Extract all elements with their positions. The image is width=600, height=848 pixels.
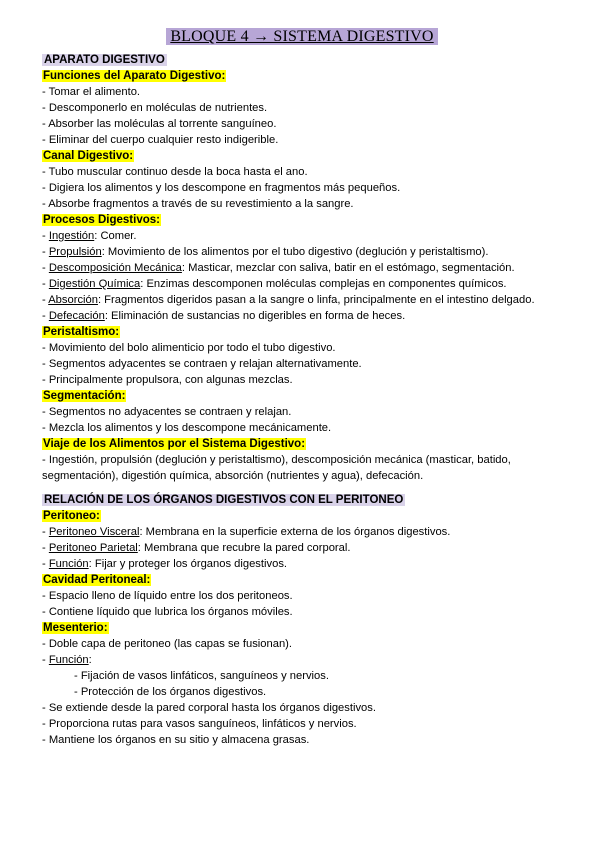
subsection-heading [42,436,562,452]
term-underlined: Defecación [48,310,105,322]
list-item: - Propulsión: Movimiento de los alimentos por el tubo digestivo (deglución y peristaltismo). [42,246,489,258]
list-item: - Descomponerlo en moléculas de nutrientes. [42,102,268,114]
section-heading-text: RELACIÓN DE LOS ÓRGANOS DIGESTIVOS CON EL PERITONEO [44,494,404,506]
subsection-heading [42,620,562,636]
list-item: - Digestión Química: Enzimas descomponen moléculas complejas en componentes químicos. [42,278,507,290]
list-item: - Espacio lleno de líquido entre los dos peritoneos. [42,590,293,602]
list-item: - Ingestión: Comer. [42,230,137,242]
subsection-heading-text: Segmentación: [43,390,126,402]
subsection-heading [42,388,562,404]
section-heading [42,52,562,68]
list-item: - Absorbe fragmentos a través de su revestimiento a la sangre. [42,198,354,210]
subsection-heading-text: Procesos Digestivos: [43,214,160,226]
term-underlined: Propulsión [48,246,102,258]
list-item: - Función: [42,654,92,666]
sub-list-item: - Fijación de vasos linfáticos, sanguíneos y nervios. [74,670,329,682]
subsection-heading-text: Viaje de los Alimentos por el Sistema Digestivo: [43,438,306,450]
list-item: - Absorción: Fragmentos digeridos pasan a la sangre o linfa, principalmente en el intestino delgado. [42,294,535,306]
subsection-heading-text: Funciones del Aparato Digestivo: [43,70,226,82]
term-underlined: Descomposición Mecánica [48,262,182,274]
subsection-heading [42,508,562,524]
document-content [42,52,562,748]
list-item: - Contiene líquido que lubrica los órganos móviles. [42,606,293,618]
subsection-heading-text: Peritoneo: [43,510,100,522]
list-item: - Digiera los alimentos y los descompone en fragmentos más pequeños. [42,182,401,194]
list-item: - Movimiento del bolo alimenticio por todo el tubo digestivo. [42,342,336,354]
list-item: - Peritoneo Visceral: Membrana en la superficie externa de los órganos digestivos. [42,526,451,538]
list-item: - Mezcla los alimentos y los descompone mecánicamente. [42,422,332,434]
list-item: - Defecación: Eliminación de sustancias no digeribles en forma de heces. [42,310,406,322]
subsection-heading [42,572,562,588]
list-item: - Tubo muscular continuo desde la boca hasta el ano. [42,166,308,178]
term-underlined: Función [48,654,89,666]
list-item: - Tomar el alimento. [42,86,141,98]
term-underlined: Función [48,558,89,570]
term-underlined: Ingestión [48,230,95,242]
document-page [42,28,562,748]
section-heading [42,492,562,508]
subsection-heading [42,148,562,164]
document-title: BLOQUE 4 → SISTEMA DIGESTIVO [166,28,437,45]
term-underlined: Digestión Química [48,278,141,290]
document-title-wrap [42,28,562,46]
section-gap [42,484,562,492]
list-item: - Ingestión, propulsión (deglución y peristaltismo), descomposición mecánica (masticar, batido, segmentación), digestión química, absorción (nutrientes y agua), defecación. [42,454,511,482]
term-underlined: Peritoneo Parietal [48,542,138,554]
list-item: - Se extiende desde la pared corporal hasta los órganos digestivos. [42,702,376,714]
subsection-heading-text: Mesenterio: [43,622,108,634]
section-heading-text: APARATO DIGESTIVO [44,54,165,66]
subsection-heading-text: Cavidad Peritoneal: [43,574,151,586]
list-item: - Mantiene los órganos en su sitio y almacena grasas. [42,734,310,746]
list-item: - Descomposición Mecánica: Masticar, mezclar con saliva, batir en el estómago, segmentación. [42,262,515,274]
subsection-heading [42,324,562,340]
list-item: - Absorber las moléculas al torrente sanguíneo. [42,118,277,130]
list-item: - Segmentos adyacentes se contraen y relajan alternativamente. [42,358,362,370]
subsection-heading-text: Canal Digestivo: [43,150,134,162]
list-item: - Principalmente propulsora, con algunas mezclas. [42,374,293,386]
subsection-heading-text: Peristaltismo: [43,326,120,338]
term-underlined: Absorción [48,294,98,306]
list-item: - Función: Fijar y proteger los órganos digestivos. [42,558,288,570]
list-item: - Eliminar del cuerpo cualquier resto indigerible. [42,134,279,146]
list-item: - Doble capa de peritoneo (las capas se fusionan). [42,638,293,650]
term-underlined: Peritoneo Visceral [48,526,140,538]
list-item: - Segmentos no adyacentes se contraen y relajan. [42,406,292,418]
sub-list-item: - Protección de los órganos digestivos. [74,686,267,698]
subsection-heading [42,68,562,84]
subsection-heading [42,212,562,228]
list-item: - Proporciona rutas para vasos sanguíneos, linfáticos y nervios. [42,718,357,730]
list-item: - Peritoneo Parietal: Membrana que recubre la pared corporal. [42,542,351,554]
